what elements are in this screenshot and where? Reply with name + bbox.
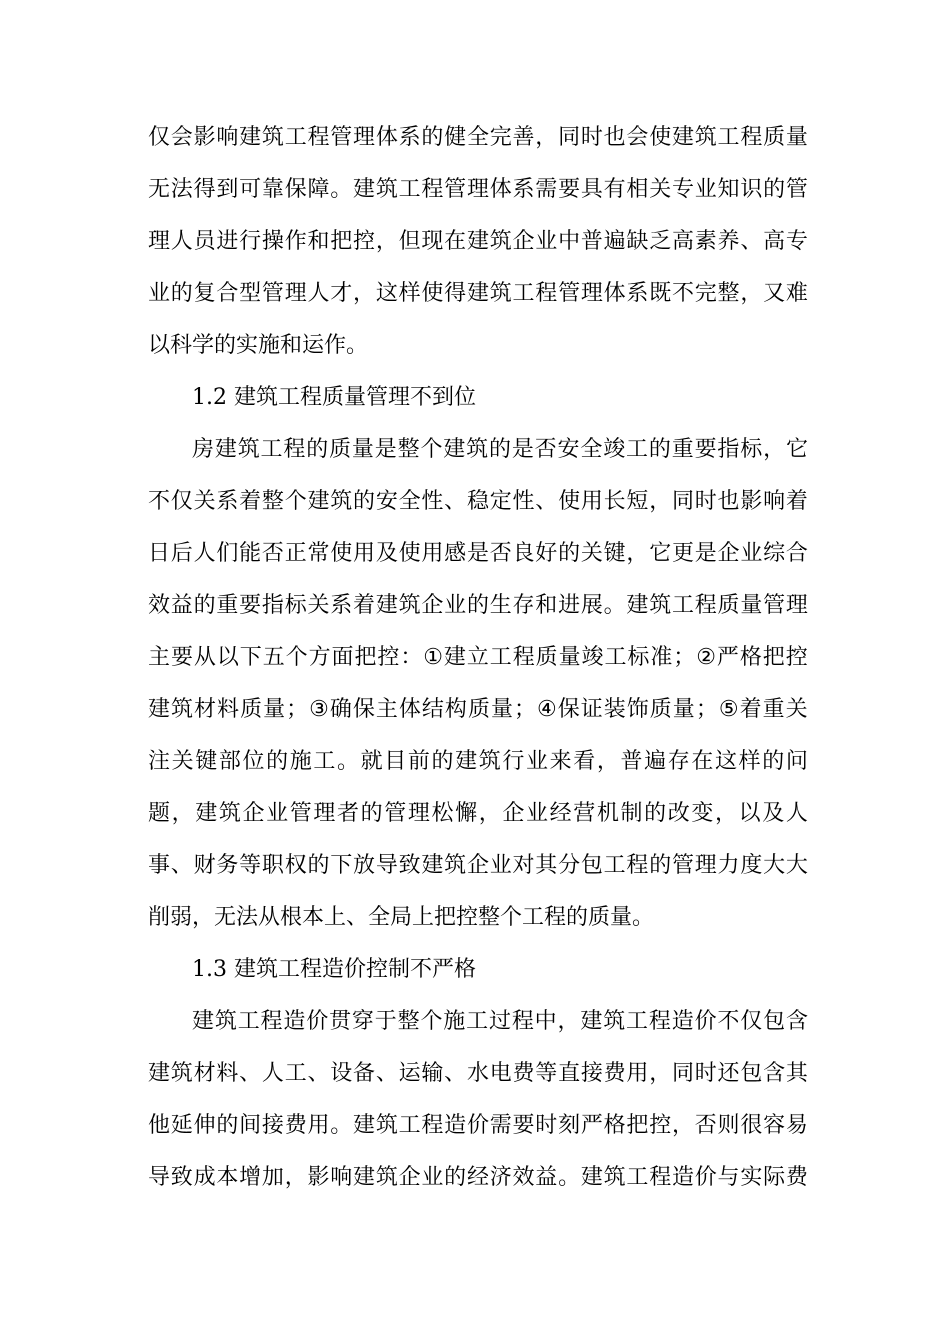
paragraph-line: 建 筑 材 料 质 量 ； ③ 确 保 主 体 结 构 质 量 ； ④ 保 证 装 饰 质 量 ； ⑤ 着 重 关 [148, 697, 808, 722]
paragraph-line: 事 、 财 务 等 职 权 的 下 放 导 致 建 筑 企 业 对 其 分 包 工 程 的 管 理 力 度 大 大 [148, 853, 808, 878]
paragraph-line: 仅 会 影 响 建 筑 工 程 管 理 体 系 的 健 全 完 善 ， 同 时 也 会 使 建 筑 工 程 质 量 [148, 125, 808, 150]
paragraph-line: 不 仅 关 系 着 整 个 建 筑 的 安 全 性 、 稳 定 性 、 使 用 长 短 ， 同 时 也 影 响 着 [148, 489, 808, 514]
paragraph-line: 日 后 人 们 能 否 正 常 使 用 及 使 用 感 是 否 良 好 的 关 键 ， 它 更 是 企 业 综 合 [148, 541, 808, 566]
paragraph-line: 无 法 得 到 可 靠 保 障 。 建 筑 工 程 管 理 体 系 需 要 具 有 相 关 专 业 知 识 的 管 [148, 177, 808, 202]
paragraph-line: 建 筑 材 料 、 人 工 、 设 备 、 运 输 、 水 电 费 等 直 接 费 用 ， 同 时 还 包 含 其 [148, 1061, 808, 1086]
paragraph-line: 他 延 伸 的 间 接 费 用 。 建 筑 工 程 造 价 需 要 时 刻 严 格 把 控 ， 否 则 很 容 易 [148, 1113, 808, 1138]
paragraph-line: 建 筑 工 程 造 价 贯 穿 于 整 个 施 工 过 程 中 ， 建 筑 工 程 造 价 不 仅 包 含 [192, 1009, 808, 1034]
document-body [148, 112, 808, 1204]
paragraph-line: 业 的 复 合 型 管 理 人 才 ， 这 样 使 得 建 筑 工 程 管 理 体 系 既 不 完 整 ， 又 难 [148, 281, 808, 306]
paragraph-line: 主 要 从 以 下 五 个 方 面 把 控 ： ① 建 立 工 程 质 量 竣 工 标 准 ； ② 严 格 把 控 [148, 645, 808, 670]
paragraph-line: 以科学的实施和运作。 [148, 333, 369, 358]
section-heading: 1.3 建筑工程造价控制不严格 [192, 957, 476, 982]
paragraph-line: 削弱，无法从根本上、全局上把控整个工程的质量。 [148, 905, 655, 930]
section-heading: 1.2 建筑工程质量管理不到位 [192, 385, 476, 410]
paragraph-line: 效 益 的 重 要 指 标 关 系 着 建 筑 企 业 的 生 存 和 进 展 。 建 筑 工 程 质 量 管 理 [148, 593, 808, 618]
paragraph-line: 房 建 筑 工 程 的 质 量 是 整 个 建 筑 的 是 否 安 全 竣 工 的 重 要 指 标 ， 它 [192, 437, 808, 462]
paragraph-line: 题 ， 建 筑 企 业 管 理 者 的 管 理 松 懈 ， 企 业 经 营 机 制 的 改 变 ， 以 及 人 [148, 801, 808, 826]
paragraph-line: 注 关 键 部 位 的 施 工 。 就 目 前 的 建 筑 行 业 来 看 ， 普 遍 存 在 这 样 的 问 [148, 749, 808, 774]
paragraph-line: 理 人 员 进 行 操 作 和 把 控 ， 但 现 在 建 筑 企 业 中 普 遍 缺 乏 高 素 养 、 高 专 [148, 229, 808, 254]
paragraph-line: 导 致 成 本 增 加 ， 影 响 建 筑 企 业 的 经 济 效 益 。 建 筑 工 程 造 价 与 实 际 费 [148, 1165, 808, 1190]
